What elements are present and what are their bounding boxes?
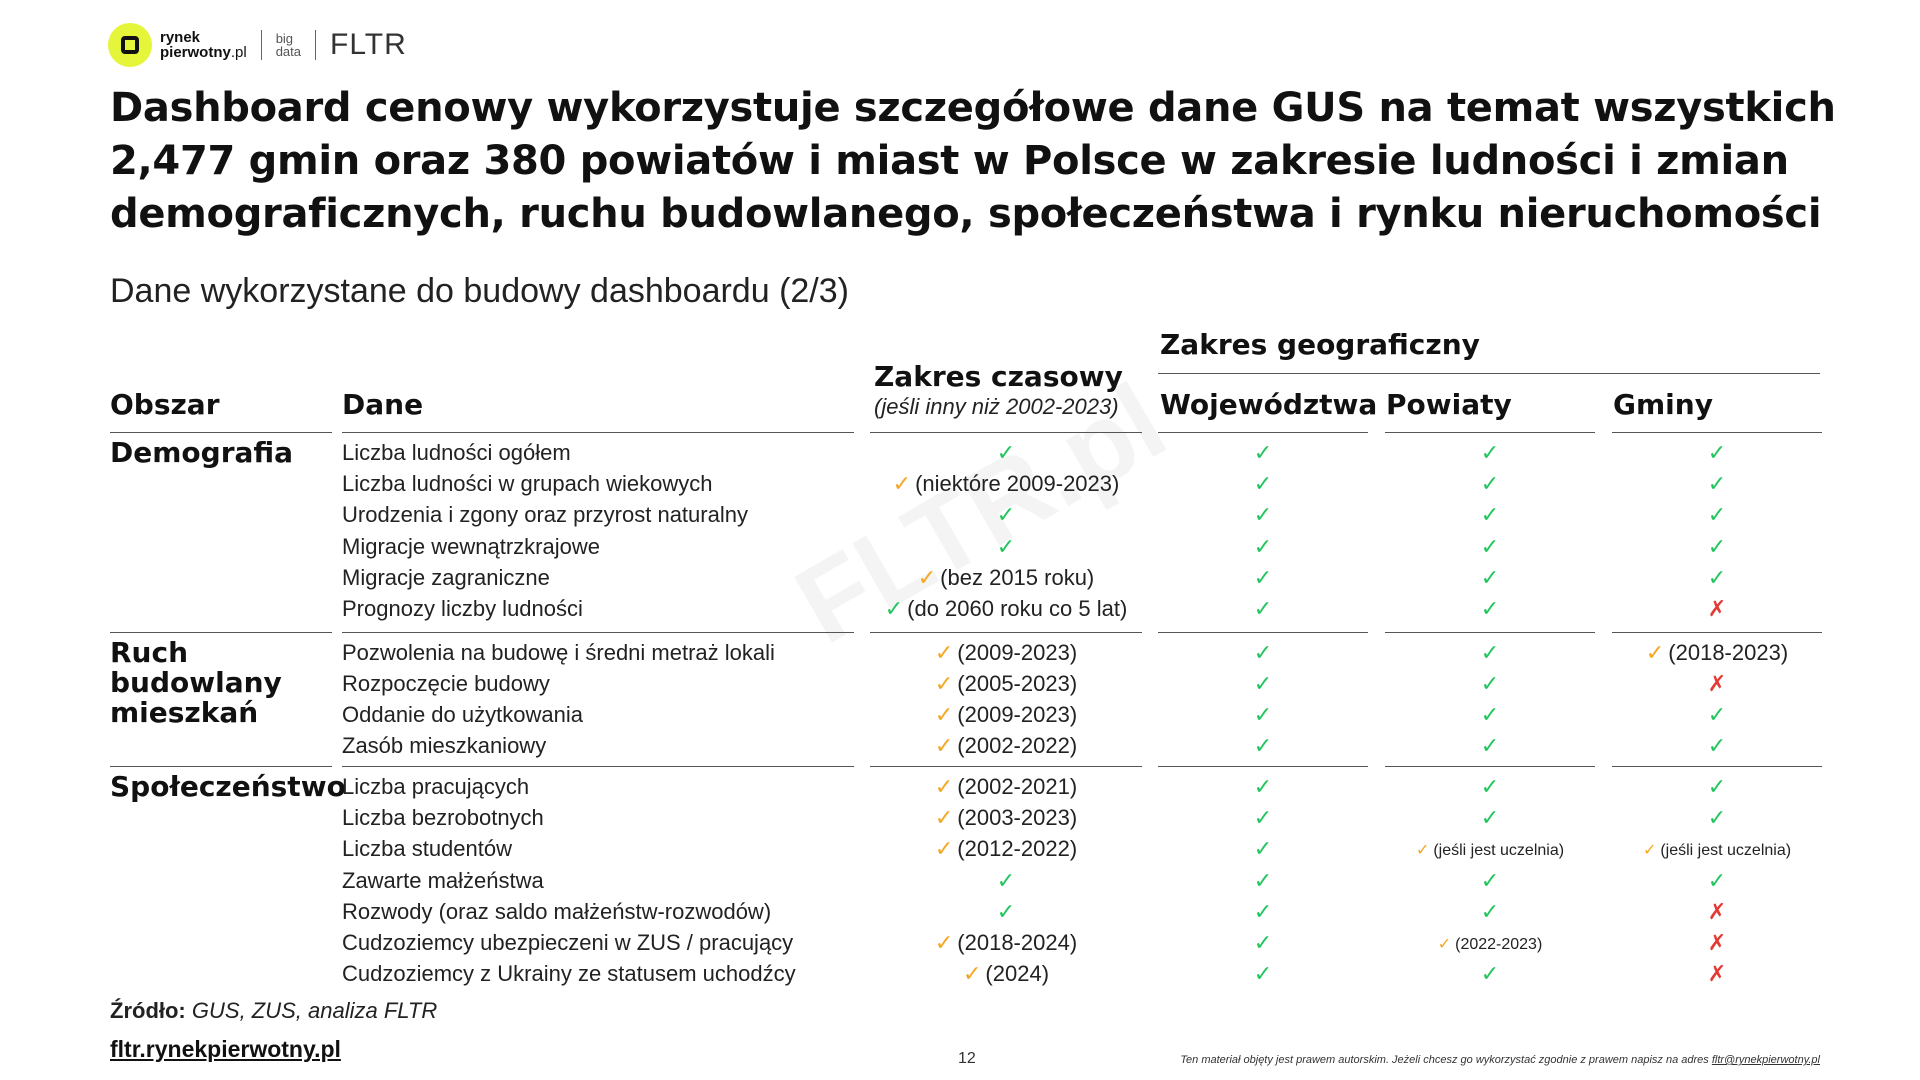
copyright-email-link[interactable]: fltr@rynekpierwotny.pl bbox=[1711, 1054, 1820, 1066]
cross-icon: ✗ bbox=[1707, 930, 1727, 955]
coverage-cell-gmi bbox=[1612, 774, 1822, 800]
coverage-note: (niektóre 2009-2023) bbox=[915, 471, 1120, 497]
check-icon: ✓ bbox=[892, 471, 912, 497]
coverage-cell-woj bbox=[1158, 836, 1368, 862]
coverage-cell-woj bbox=[1158, 805, 1368, 831]
coverage-note: (2009-2023) bbox=[957, 640, 1078, 665]
coverage-cell-time bbox=[870, 671, 1142, 697]
check-icon: ✓ bbox=[1253, 836, 1273, 862]
check-icon: ✓ bbox=[1253, 640, 1273, 665]
site-link[interactable]: fltr.rynekpierwotny.pl bbox=[110, 1036, 341, 1062]
check-icon: ✓ bbox=[1253, 671, 1273, 696]
coverage-cell-pow bbox=[1385, 671, 1595, 697]
coverage-note: (jeśli jest uczelnia) bbox=[1433, 842, 1565, 860]
check-icon: ✓ bbox=[934, 640, 954, 665]
cross-icon: ✗ bbox=[1707, 898, 1727, 924]
coverage-note: (2012-2022) bbox=[957, 836, 1078, 862]
coverage-cell-gmi bbox=[1612, 899, 1822, 925]
check-icon: ✓ bbox=[1642, 842, 1657, 860]
group-divider bbox=[1385, 632, 1595, 633]
data-item-label: Migracje wewnątrzkrajowe bbox=[342, 533, 600, 559]
coverage-cell-gmi bbox=[1612, 930, 1822, 956]
check-icon: ✓ bbox=[1253, 930, 1273, 955]
coverage-note: (2009-2023) bbox=[957, 702, 1078, 727]
cross-icon: ✗ bbox=[1707, 671, 1727, 696]
coverage-cell-time bbox=[870, 640, 1142, 666]
rynekpierwotny-logo-text: rynek pierwotny.pl bbox=[160, 29, 247, 61]
rynekpierwotny-logo-icon bbox=[108, 23, 152, 67]
area-label: Społeczeństwo bbox=[110, 770, 346, 803]
check-icon: ✓ bbox=[1480, 961, 1500, 987]
group-divider bbox=[1612, 766, 1822, 767]
check-icon: ✓ bbox=[1707, 805, 1727, 831]
coverage-cell-woj bbox=[1158, 640, 1368, 666]
coverage-cell-time bbox=[870, 440, 1142, 466]
group-divider bbox=[1158, 766, 1368, 767]
area-label: Ruch budowlany mieszkań bbox=[110, 636, 282, 729]
coverage-cell-pow bbox=[1385, 440, 1595, 466]
coverage-cell-woj bbox=[1158, 502, 1368, 528]
coverage-cell-gmi bbox=[1612, 702, 1822, 728]
coverage-cell-time bbox=[870, 961, 1142, 987]
group-divider bbox=[870, 432, 1142, 433]
data-item-label: Zawarte małżeństwa bbox=[342, 867, 544, 893]
check-icon: ✓ bbox=[1480, 805, 1500, 831]
header-divider bbox=[1158, 373, 1820, 374]
coverage-cell-time bbox=[870, 805, 1142, 831]
coverage-note: (2005-2023) bbox=[957, 671, 1078, 696]
coverage-cell-gmi bbox=[1612, 671, 1822, 697]
check-icon: ✓ bbox=[996, 898, 1016, 924]
group-divider bbox=[1385, 766, 1595, 767]
group-divider bbox=[342, 766, 854, 767]
data-item-label: Oddanie do użytkowania bbox=[342, 702, 583, 727]
check-icon: ✓ bbox=[1707, 733, 1727, 758]
coverage-cell-pow bbox=[1385, 565, 1595, 591]
check-icon: ✓ bbox=[1707, 564, 1727, 590]
check-icon: ✓ bbox=[917, 564, 937, 590]
coverage-cell-gmi bbox=[1612, 502, 1822, 528]
coverage-cell-gmi bbox=[1612, 596, 1822, 622]
check-icon: ✓ bbox=[1480, 471, 1500, 497]
check-icon: ✓ bbox=[1415, 842, 1430, 860]
page-subtitle: Dane wykorzystane do budowy dashboardu (2/3) bbox=[110, 272, 849, 310]
data-item-label: Pozwolenia na budowę i średni metraż lokali bbox=[342, 640, 775, 665]
coverage-note: (2003-2023) bbox=[957, 805, 1078, 831]
coverage-cell-gmi bbox=[1612, 471, 1822, 497]
check-icon: ✓ bbox=[996, 533, 1016, 559]
coverage-cell-woj bbox=[1158, 471, 1368, 497]
coverage-cell-pow bbox=[1385, 502, 1595, 528]
coverage-cell-time bbox=[870, 733, 1142, 759]
check-icon: ✓ bbox=[962, 961, 982, 987]
coverage-cell-gmi bbox=[1612, 640, 1822, 666]
coverage-cell-pow bbox=[1385, 774, 1595, 800]
check-icon: ✓ bbox=[1707, 774, 1727, 799]
check-icon: ✓ bbox=[1480, 774, 1500, 799]
coverage-cell-time bbox=[870, 774, 1142, 800]
data-item-label: Liczba ludności w grupach wiekowych bbox=[342, 471, 713, 497]
coverage-cell-gmi bbox=[1612, 805, 1822, 831]
coverage-cell-pow bbox=[1385, 534, 1595, 560]
coverage-cell-gmi bbox=[1612, 840, 1822, 860]
check-icon: ✓ bbox=[1480, 640, 1500, 665]
page-number: 12 bbox=[958, 1050, 976, 1067]
check-icon: ✓ bbox=[934, 930, 954, 955]
check-icon: ✓ bbox=[1253, 471, 1273, 497]
check-icon: ✓ bbox=[934, 805, 954, 831]
area-label: Demografia bbox=[110, 436, 294, 469]
data-item-label: Liczba pracujących bbox=[342, 774, 530, 799]
coverage-cell-pow bbox=[1385, 961, 1595, 987]
check-icon: ✓ bbox=[1480, 867, 1500, 893]
coverage-cell-gmi bbox=[1612, 733, 1822, 759]
check-icon: ✓ bbox=[884, 596, 904, 621]
coverage-note: (2002-2022) bbox=[957, 733, 1078, 758]
coverage-cell-woj bbox=[1158, 596, 1368, 622]
group-divider bbox=[1158, 432, 1368, 433]
coverage-note: (do 2060 roku co 5 lat) bbox=[907, 596, 1128, 621]
data-item-label: Liczba ludności ogółem bbox=[342, 440, 571, 465]
check-icon: ✓ bbox=[1480, 596, 1500, 621]
cross-icon: ✗ bbox=[1707, 596, 1727, 621]
check-icon: ✓ bbox=[1480, 898, 1500, 924]
coverage-cell-gmi bbox=[1612, 961, 1822, 987]
check-icon: ✓ bbox=[996, 867, 1016, 893]
data-item-label: Liczba bezrobotnych bbox=[342, 805, 544, 831]
check-icon: ✓ bbox=[934, 774, 954, 799]
coverage-note: (jeśli jest uczelnia) bbox=[1660, 842, 1792, 860]
header-dane: Dane bbox=[342, 388, 424, 421]
check-icon: ✓ bbox=[1253, 533, 1273, 559]
coverage-cell-pow bbox=[1385, 596, 1595, 622]
check-icon: ✓ bbox=[1253, 733, 1273, 758]
check-icon: ✓ bbox=[1480, 440, 1500, 465]
coverage-cell-time bbox=[870, 565, 1142, 591]
check-icon: ✓ bbox=[1645, 640, 1665, 665]
coverage-cell-pow bbox=[1385, 868, 1595, 894]
coverage-note: (2002-2021) bbox=[957, 774, 1078, 799]
cross-icon: ✗ bbox=[1707, 961, 1727, 987]
coverage-cell-woj bbox=[1158, 774, 1368, 800]
group-divider bbox=[870, 632, 1142, 633]
coverage-cell-time bbox=[870, 930, 1142, 956]
group-divider bbox=[342, 432, 854, 433]
check-icon: ✓ bbox=[1480, 702, 1500, 727]
data-item-label: Liczba studentów bbox=[342, 836, 512, 862]
check-icon: ✓ bbox=[934, 836, 954, 862]
check-icon: ✓ bbox=[1707, 702, 1727, 727]
header-wojewodztwa: Województwa bbox=[1160, 388, 1378, 421]
group-divider bbox=[110, 766, 332, 767]
coverage-cell-woj bbox=[1158, 930, 1368, 956]
check-icon: ✓ bbox=[1253, 502, 1273, 528]
check-icon: ✓ bbox=[934, 671, 954, 696]
check-icon: ✓ bbox=[1707, 440, 1727, 465]
check-icon: ✓ bbox=[1253, 774, 1273, 799]
check-icon: ✓ bbox=[996, 440, 1016, 465]
check-icon: ✓ bbox=[1480, 671, 1500, 696]
check-icon: ✓ bbox=[1253, 702, 1273, 727]
coverage-cell-time bbox=[870, 868, 1142, 894]
group-divider bbox=[1612, 432, 1822, 433]
coverage-cell-time bbox=[870, 502, 1142, 528]
coverage-cell-time bbox=[870, 596, 1142, 622]
bigdata-logo: big data bbox=[275, 31, 301, 59]
check-icon: ✓ bbox=[1253, 564, 1273, 590]
group-divider bbox=[1385, 432, 1595, 433]
coverage-cell-gmi bbox=[1612, 440, 1822, 466]
group-divider bbox=[110, 432, 332, 433]
check-icon: ✓ bbox=[1253, 961, 1273, 987]
coverage-cell-time bbox=[870, 899, 1142, 925]
group-divider bbox=[342, 632, 854, 633]
check-icon: ✓ bbox=[1253, 805, 1273, 831]
data-item-label: Urodzenia i zgony oraz przyrost naturalny bbox=[342, 502, 748, 528]
coverage-cell-woj bbox=[1158, 702, 1368, 728]
check-icon: ✓ bbox=[1707, 867, 1727, 893]
check-icon: ✓ bbox=[934, 702, 954, 727]
header-gminy: Gminy bbox=[1613, 388, 1713, 421]
coverage-cell-woj bbox=[1158, 868, 1368, 894]
header-obszar: Obszar bbox=[110, 388, 220, 421]
coverage-cell-pow bbox=[1385, 640, 1595, 666]
header-powiaty: Powiaty bbox=[1386, 388, 1512, 421]
coverage-cell-woj bbox=[1158, 565, 1368, 591]
coverage-cell-gmi bbox=[1612, 868, 1822, 894]
coverage-cell-woj bbox=[1158, 899, 1368, 925]
copyright-note: Ten materiał objęty jest prawem autorskim. Jeżeli chcesz go wykorzystać zgodnie z prawem napisz na adres fltr@rynekpierwotny.pl bbox=[1180, 1054, 1820, 1066]
data-item-label: Migracje zagraniczne bbox=[342, 564, 550, 590]
check-icon: ✓ bbox=[1480, 533, 1500, 559]
coverage-note: (2018-2023) bbox=[1668, 640, 1789, 665]
group-divider bbox=[1158, 632, 1368, 633]
data-item-label: Zasób mieszkaniowy bbox=[342, 733, 547, 758]
check-icon: ✓ bbox=[1253, 596, 1273, 621]
check-icon: ✓ bbox=[934, 733, 954, 758]
data-item-label: Rozpoczęcie budowy bbox=[342, 671, 550, 696]
header-zakres-geograficzny: Zakres geograficzny bbox=[1160, 328, 1480, 361]
check-icon: ✓ bbox=[996, 502, 1016, 528]
coverage-cell-woj bbox=[1158, 440, 1368, 466]
coverage-cell-woj bbox=[1158, 671, 1368, 697]
page-title: Dashboard cenowy wykorzystuje szczegółowe dane GUS na temat wszystkich 2,477 gmin oraz 380 powiatów i miast w Polsce w zakresie ludności i zmian demograficznych, ruchu budowlanego, społeczeństwa i rynku nieruchomości bbox=[110, 85, 1836, 237]
check-icon: ✓ bbox=[1480, 733, 1500, 758]
check-icon: ✓ bbox=[1707, 471, 1727, 497]
data-item-label: Rozwody (oraz saldo małżeństw-rozwodów) bbox=[342, 898, 772, 924]
coverage-cell-gmi bbox=[1612, 565, 1822, 591]
coverage-cell-time bbox=[870, 471, 1142, 497]
check-icon: ✓ bbox=[1707, 533, 1727, 559]
check-icon: ✓ bbox=[1253, 867, 1273, 893]
coverage-cell-time bbox=[870, 702, 1142, 728]
coverage-cell-pow bbox=[1385, 733, 1595, 759]
group-divider bbox=[1612, 632, 1822, 633]
data-item-label: Cudzoziemcy z Ukrainy ze statusem uchodźcy bbox=[342, 961, 796, 987]
coverage-cell-gmi bbox=[1612, 534, 1822, 560]
logo-divider bbox=[261, 30, 262, 60]
coverage-cell-pow bbox=[1385, 702, 1595, 728]
data-item-label: Cudzoziemcy ubezpieczeni w ZUS / pracujący bbox=[342, 930, 794, 955]
coverage-cell-pow bbox=[1385, 805, 1595, 831]
coverage-cell-pow bbox=[1385, 471, 1595, 497]
fltr-logo: FLTR bbox=[330, 28, 407, 61]
header-zakres-czasowy: Zakres czasowy bbox=[874, 360, 1123, 393]
coverage-note: (bez 2015 roku) bbox=[940, 564, 1095, 590]
coverage-note: (2022-2023) bbox=[1455, 936, 1543, 953]
check-icon: ✓ bbox=[1480, 564, 1500, 590]
check-icon: ✓ bbox=[1707, 502, 1727, 528]
source-note: Źródło: GUS, ZUS, analiza FLTR bbox=[110, 998, 438, 1023]
header-zakres-czasowy-note: (jeśli inny niż 2002-2023) bbox=[874, 394, 1119, 419]
check-icon: ✓ bbox=[1253, 440, 1273, 465]
data-item-label: Prognozy liczby ludności bbox=[342, 596, 583, 621]
coverage-cell-pow bbox=[1385, 840, 1595, 860]
logo-bar bbox=[108, 20, 407, 70]
coverage-cell-time bbox=[870, 534, 1142, 560]
coverage-cell-woj bbox=[1158, 534, 1368, 560]
group-divider bbox=[110, 632, 332, 633]
coverage-cell-pow bbox=[1385, 934, 1595, 954]
coverage-cell-woj bbox=[1158, 961, 1368, 987]
coverage-note: (2018-2024) bbox=[957, 930, 1078, 955]
group-divider bbox=[870, 766, 1142, 767]
coverage-cell-pow bbox=[1385, 899, 1595, 925]
check-icon: ✓ bbox=[1480, 502, 1500, 528]
coverage-note: (2024) bbox=[985, 961, 1050, 987]
coverage-cell-time bbox=[870, 836, 1142, 862]
check-icon: ✓ bbox=[1437, 936, 1452, 953]
coverage-cell-woj bbox=[1158, 733, 1368, 759]
check-icon: ✓ bbox=[1253, 898, 1273, 924]
logo-divider bbox=[315, 30, 316, 60]
